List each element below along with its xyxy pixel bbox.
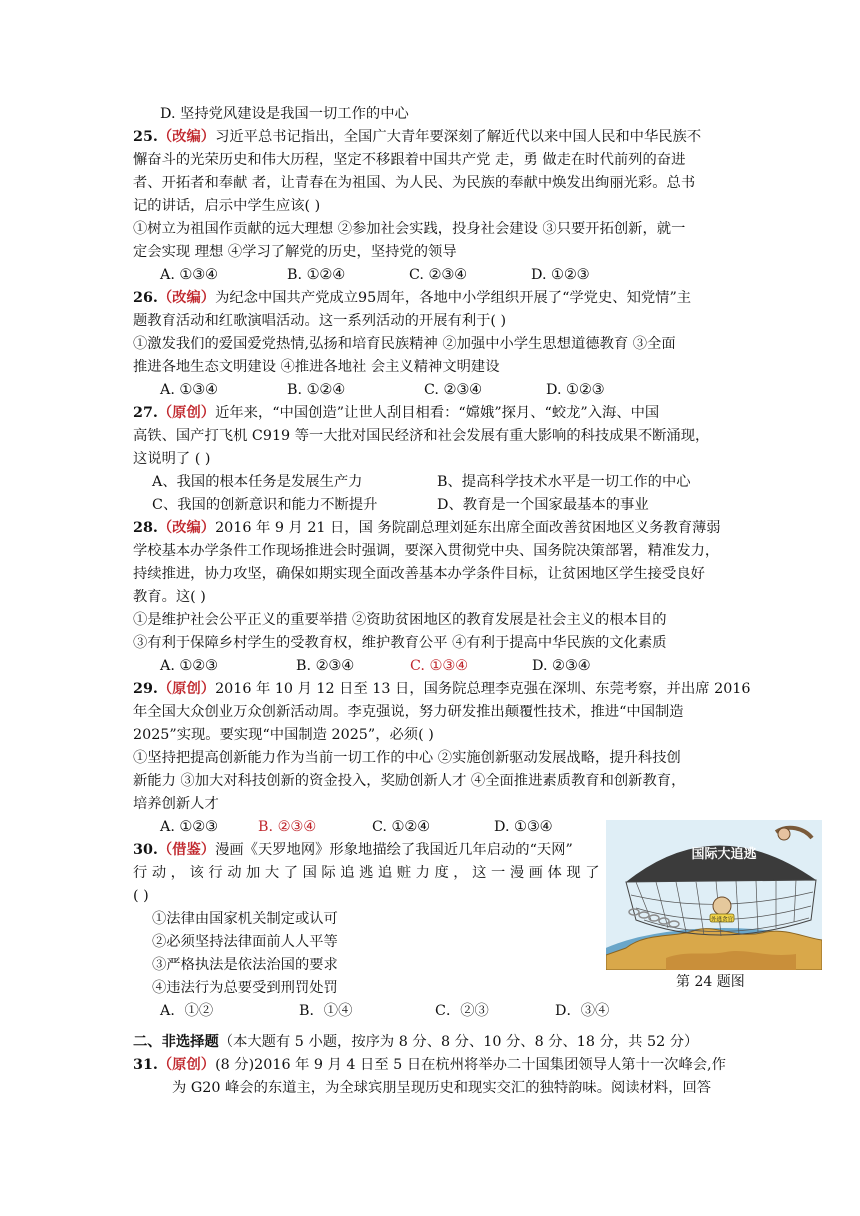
q28-tag: （改编）	[157, 520, 216, 536]
q25-option-b: B. ①②④	[287, 267, 346, 283]
q27-option-c: C、我国的创新意识和能力不断提升	[152, 497, 378, 513]
q27-option-a: A、我国的根本任务是发展生产力	[152, 474, 363, 490]
q29-number: 29.	[133, 681, 158, 697]
q25-line-3: 者、开拓者和奉献 者，让青春在为祖国、为人民、为民族的奉献中焕发出绚丽光彩。总书	[133, 175, 696, 191]
q27-line-1	[133, 402, 659, 424]
q27-line-2: 高铁、国产打飞机 C919 等一大批对国民经济和社会发展有重大影响的科技成果不断涌现，	[133, 428, 710, 444]
q28-line-3: 持续推进，协力攻坚，确保如期实现全面改善基本办学条件目标，让贫困地区学生接受良好	[133, 566, 705, 582]
q31-tag: （原创）	[157, 1057, 216, 1073]
q25-line-5: ①树立为祖国作贡献的远大理想 ②参加社会实践，投身社会建设 ③只要开拓创新，就一	[133, 221, 686, 237]
q30-text: 漫画《天罗地网》形象地描绘了我国近几年启动的“天网”	[215, 842, 573, 858]
q28-line-5: ①是维护社会公平正义的重要举措 ②资助贫困地区的教育发展是社会主义的根本目的	[133, 612, 667, 628]
q30-line-2: 行 动 ， 该 行 动 加 大 了 国 际 追 逃 追 赃 力 度 ， 这 一 漫 画 体 现 了	[133, 865, 600, 881]
q28-line-1	[133, 517, 721, 539]
q26-option-d: D. ①②③	[546, 382, 605, 398]
q28-option-a: A. ①②③	[160, 658, 218, 674]
q30-item-1: ①法律由国家机关制定或认可	[152, 911, 338, 927]
q25-line-6: 定会实现 理想 ④学习了解党的历史，坚持党的领导	[133, 244, 457, 260]
cartoon-banner-label: 国际大追逃	[691, 847, 757, 862]
q27-text: 近年来，“中国创造”让世人刮目相看：“嫦娥”探月、“蛟龙”入海、中国	[215, 405, 660, 421]
q27-option-b: B、提高科学技术水平是一切工作的中心	[437, 474, 691, 490]
q26-line-4: 推进各地生态文明建设 ④推进各地社 会主义精神文明建设	[133, 359, 500, 375]
q26-text: 为纪念中国共产党成立95周年，各地中小学组织开展了“学党史、知党情”主	[215, 290, 692, 306]
q29-option-c: C. ①②④	[372, 819, 430, 835]
q29-option-a: A. ①②③	[160, 819, 218, 835]
q26-number: 26.	[133, 290, 158, 306]
q26-option-b: B. ①②④	[287, 382, 346, 398]
cartoon-illustration	[606, 820, 822, 970]
q28-line-6: ③有利于保障乡村学生的受教育权，维护教育公平 ④有利于提高中华民族的文化素质	[133, 635, 667, 651]
q30-option-d: D．③④	[555, 1003, 610, 1019]
q31-number: 31.	[133, 1057, 158, 1073]
q26-line-3: ①激发我们的爱国爱党热情,弘扬和培育民族精神 ②加强中小学生思想道德教育 ③全面	[133, 336, 676, 352]
q31-text: (8 分)2016 年 9 月 4 日至 5 日在杭州将举办二十国集团领导人第十一次峰会,作	[215, 1057, 726, 1073]
q28-option-c: C. ①③④	[410, 658, 468, 674]
q29-line-6: 培养创新人才	[133, 796, 219, 812]
q25-number: 25.	[133, 129, 158, 145]
q28-text: 2016 年 9 月 21 日，国 务院副总理刘延东出席全面改善贫困地区义务教育薄弱	[215, 520, 721, 536]
section2-desc: （本大题有 5 小题，按序为 8 分、8 分、10 分、8 分、18 分，共 52 分）	[218, 1034, 699, 1050]
q30-option-b: B．①④	[299, 1003, 353, 1019]
q29-line-3: 2025”实现。要实现“中国制造 2025”，必须( )	[133, 727, 434, 743]
q27-line-3: 这说明了 ( )	[133, 451, 211, 467]
q29-tag: （原创）	[157, 681, 216, 697]
q27-option-d: D、教育是一个国家最基本的事业	[437, 497, 649, 513]
cartoon-caption: 第 24 题图	[676, 974, 745, 990]
q30-item-2: ②必须坚持法律面前人人平等	[152, 934, 338, 950]
q29-line-1	[133, 678, 750, 700]
q26-line-1	[133, 287, 691, 309]
cartoon-small-label: 外逃贪官	[710, 917, 734, 923]
q30-option-a: A．①②	[160, 1003, 214, 1019]
q28-number: 28.	[133, 520, 158, 536]
q30-line-3: ( )	[133, 888, 149, 904]
q25-line-2: 懈奋斗的光荣历史和伟大历程，坚定不移跟着中国共产党 走，勇 做走在时代前列的奋进	[133, 152, 686, 168]
q30-number: 30.	[133, 842, 158, 858]
q26-tag: （改编）	[157, 290, 216, 306]
q25-line-1	[133, 126, 701, 148]
q29-text: 2016 年 10 月 12 日至 13 日，国务院总理李克强在深圳、东莞考察，并出席 2016	[215, 681, 751, 697]
q29-line-2: 年全国大众创业万众创新活动周。李克强说，努力研发推出颠覆性技术，推进“中国制造	[133, 704, 684, 720]
q31-line-2: 为 G20 峰会的东道主，为全球宾朋呈现历史和现实交汇的独特韵味。阅读材料，回答	[172, 1080, 712, 1096]
q27-tag: （原创）	[157, 405, 216, 421]
q31-line-1	[133, 1054, 726, 1076]
q25-option-a: A. ①③④	[160, 267, 218, 283]
q30-line-1	[133, 839, 573, 861]
q27-number: 27.	[133, 405, 158, 421]
q29-option-b: B. ②③④	[258, 819, 317, 835]
q25-tag: （改编）	[157, 129, 216, 145]
q30-item-3: ③严格执法是依法治国的要求	[152, 957, 338, 973]
q26-line-2: 题教育活动和红歌演唱活动。这一系列活动的开展有利于( )	[133, 313, 507, 329]
q25-line-4: 记的讲话，启示中学生应该( )	[133, 198, 321, 214]
q28-line-4: 教育。这( )	[133, 589, 206, 605]
q30-tag: （借鉴）	[157, 842, 216, 858]
q26-option-c: C. ②③④	[424, 382, 482, 398]
q25-text: 习近平总书记指出，全国广大青年要深刻了解近代以来中国人民和中华民族不	[215, 129, 702, 145]
section2-title: 二、非选择题	[133, 1034, 219, 1050]
q28-option-b: B. ②③④	[296, 658, 355, 674]
q25-option-d: D. ①②③	[531, 267, 590, 283]
q24-option-d: D. 坚持党风建设是我国一切工作的中心	[160, 106, 409, 122]
q26-option-a: A. ①③④	[160, 382, 218, 398]
q29-line-4: ①坚持把提高创新能力作为当前一切工作的中心 ②实施创新驱动发展战略，提升科技创	[133, 750, 681, 766]
q29-option-d: D. ①③④	[494, 819, 553, 835]
q28-option-d: D. ②③④	[532, 658, 591, 674]
q30-option-c: C．②③	[435, 1003, 489, 1019]
section2-heading	[133, 1031, 698, 1053]
q29-line-5: 新能力 ③加大对科技创新的资金投入，奖励创新人才 ④全面推进素质教育和创新教育，	[133, 773, 686, 789]
q30-item-4: ④违法行为总要受到刑罚处罚	[152, 980, 338, 996]
q25-option-c: C. ②③④	[409, 267, 467, 283]
q28-line-2: 学校基本办学条件工作现场推进会时强调，要深入贯彻党中央、国务院决策部署，精准发力，	[133, 543, 720, 559]
